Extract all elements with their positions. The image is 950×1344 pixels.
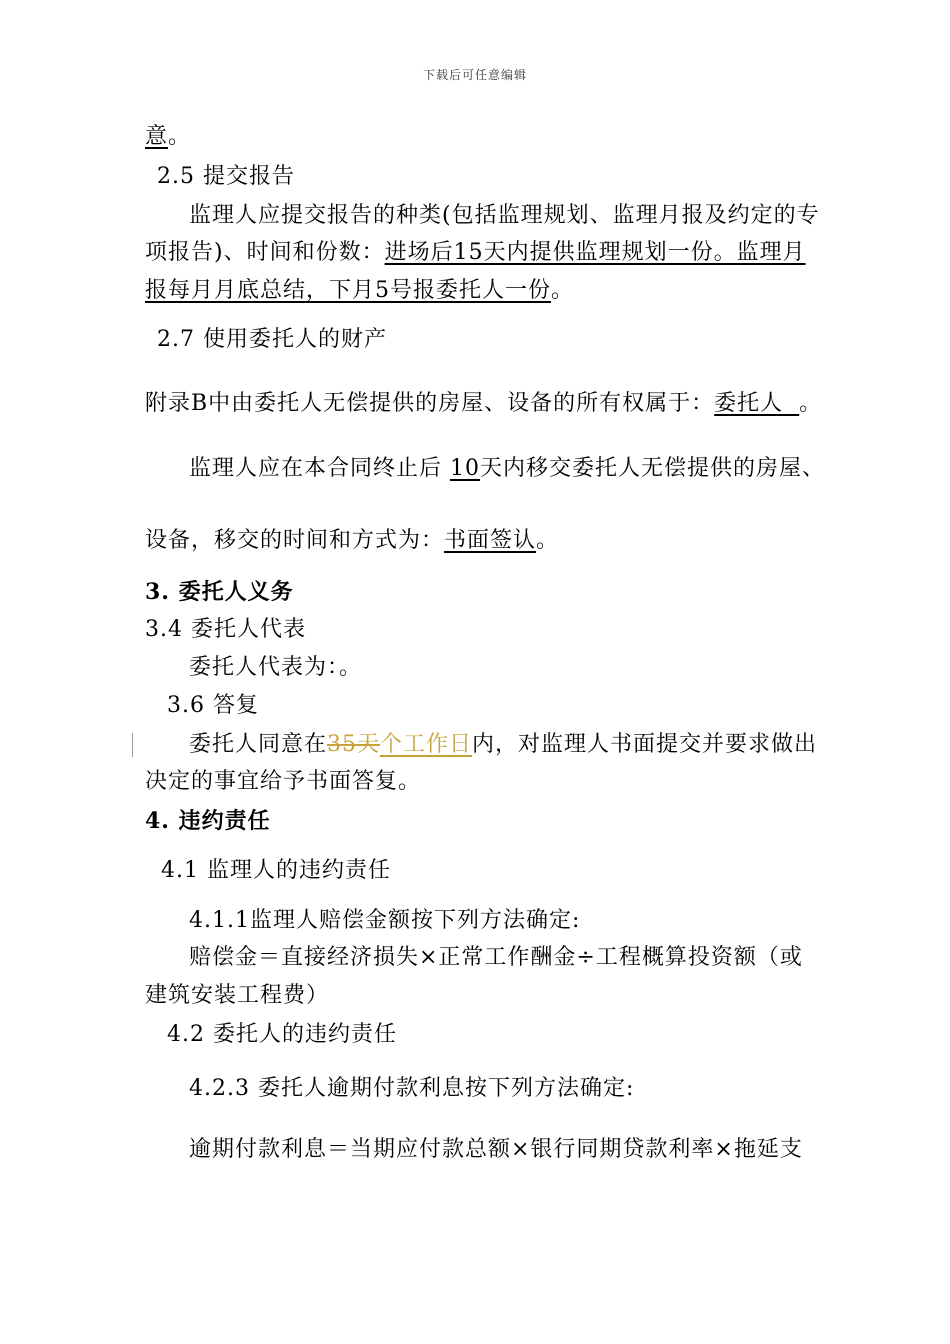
text-line: 决定的事宜给予书面答复。 — [145, 769, 422, 794]
text-span: 附录B中由委托人无偿提供的房屋、设备的所有权属于： — [145, 391, 715, 416]
text-line — [145, 277, 574, 305]
section-heading-3: 3. 委托人义务 — [145, 579, 294, 605]
text-span: 内，对监理人书面提交并要求做出 — [472, 732, 818, 757]
underlined-text: 进场后15天内提供监理规划一份。监理月 — [384, 240, 806, 265]
punctuation: 。 — [551, 278, 575, 303]
punctuation: 。 — [536, 528, 560, 553]
text-span: 天内移交委托人无偿提供的房屋、 — [480, 456, 826, 481]
underlined-text: 委托人 — [714, 391, 800, 416]
underlined-text: 10 — [450, 456, 480, 481]
text-line — [189, 455, 825, 483]
text-line: 4.2.3 委托人逾期付款利息按下列方法确定: — [189, 1076, 635, 1101]
text-line — [145, 390, 822, 418]
section-heading-2-5: 2.5 提交报告 — [157, 164, 295, 189]
section-heading-4-2: 4.2 委托人的违约责任 — [167, 1022, 397, 1047]
text-line — [145, 527, 559, 555]
underlined-text: 意 — [145, 124, 169, 149]
text-line: 监理人应提交报告的种类(包括监理规划、监理月报及约定的专 — [189, 203, 820, 228]
text-line — [145, 123, 191, 151]
text-line — [189, 731, 817, 759]
text-line: 赔偿金＝直接经济损失×正常工作酬金÷工程概算投资额（或 — [189, 945, 803, 970]
text-line: 委托人代表为：。 — [189, 655, 363, 680]
section-heading-3-4: 3.4 委托人代表 — [145, 617, 306, 642]
text-line: 建筑安装工程费） — [145, 983, 330, 1008]
text-span: 项报告)、时间和份数： — [145, 240, 385, 265]
underlined-text: 书面签认 — [444, 528, 537, 553]
revision-bar — [132, 733, 133, 757]
section-heading-4: 4. 违约责任 — [145, 808, 271, 834]
text-span: 监理人应在本合同终止后 — [189, 456, 450, 481]
section-heading-4-1: 4.1 监理人的违约责任 — [161, 858, 391, 883]
punctuation: 。 — [168, 124, 192, 149]
text-line: 逾期付款利息＝当期应付款总额×银行同期贷款利率×拖延支 — [189, 1137, 803, 1162]
text-line — [145, 239, 806, 267]
section-heading-3-6: 3.6 答复 — [167, 693, 259, 718]
section-heading-2-7: 2.7 使用委托人的财产 — [157, 327, 387, 352]
inserted-text: 个工作日 — [380, 732, 473, 757]
page-header: 下载后可任意编辑 — [422, 68, 527, 82]
text-span: 设备，移交的时间和方式为： — [145, 528, 445, 553]
deleted-text: 35天 — [327, 732, 381, 757]
underlined-text: 报每月月底总结，下月5号报委托人一份 — [145, 278, 551, 303]
text-line: 4.1.1监理人赔偿金额按下列方法确定: — [189, 908, 581, 933]
punctuation: 。 — [799, 391, 823, 416]
text-span: 委托人同意在 — [189, 732, 328, 757]
